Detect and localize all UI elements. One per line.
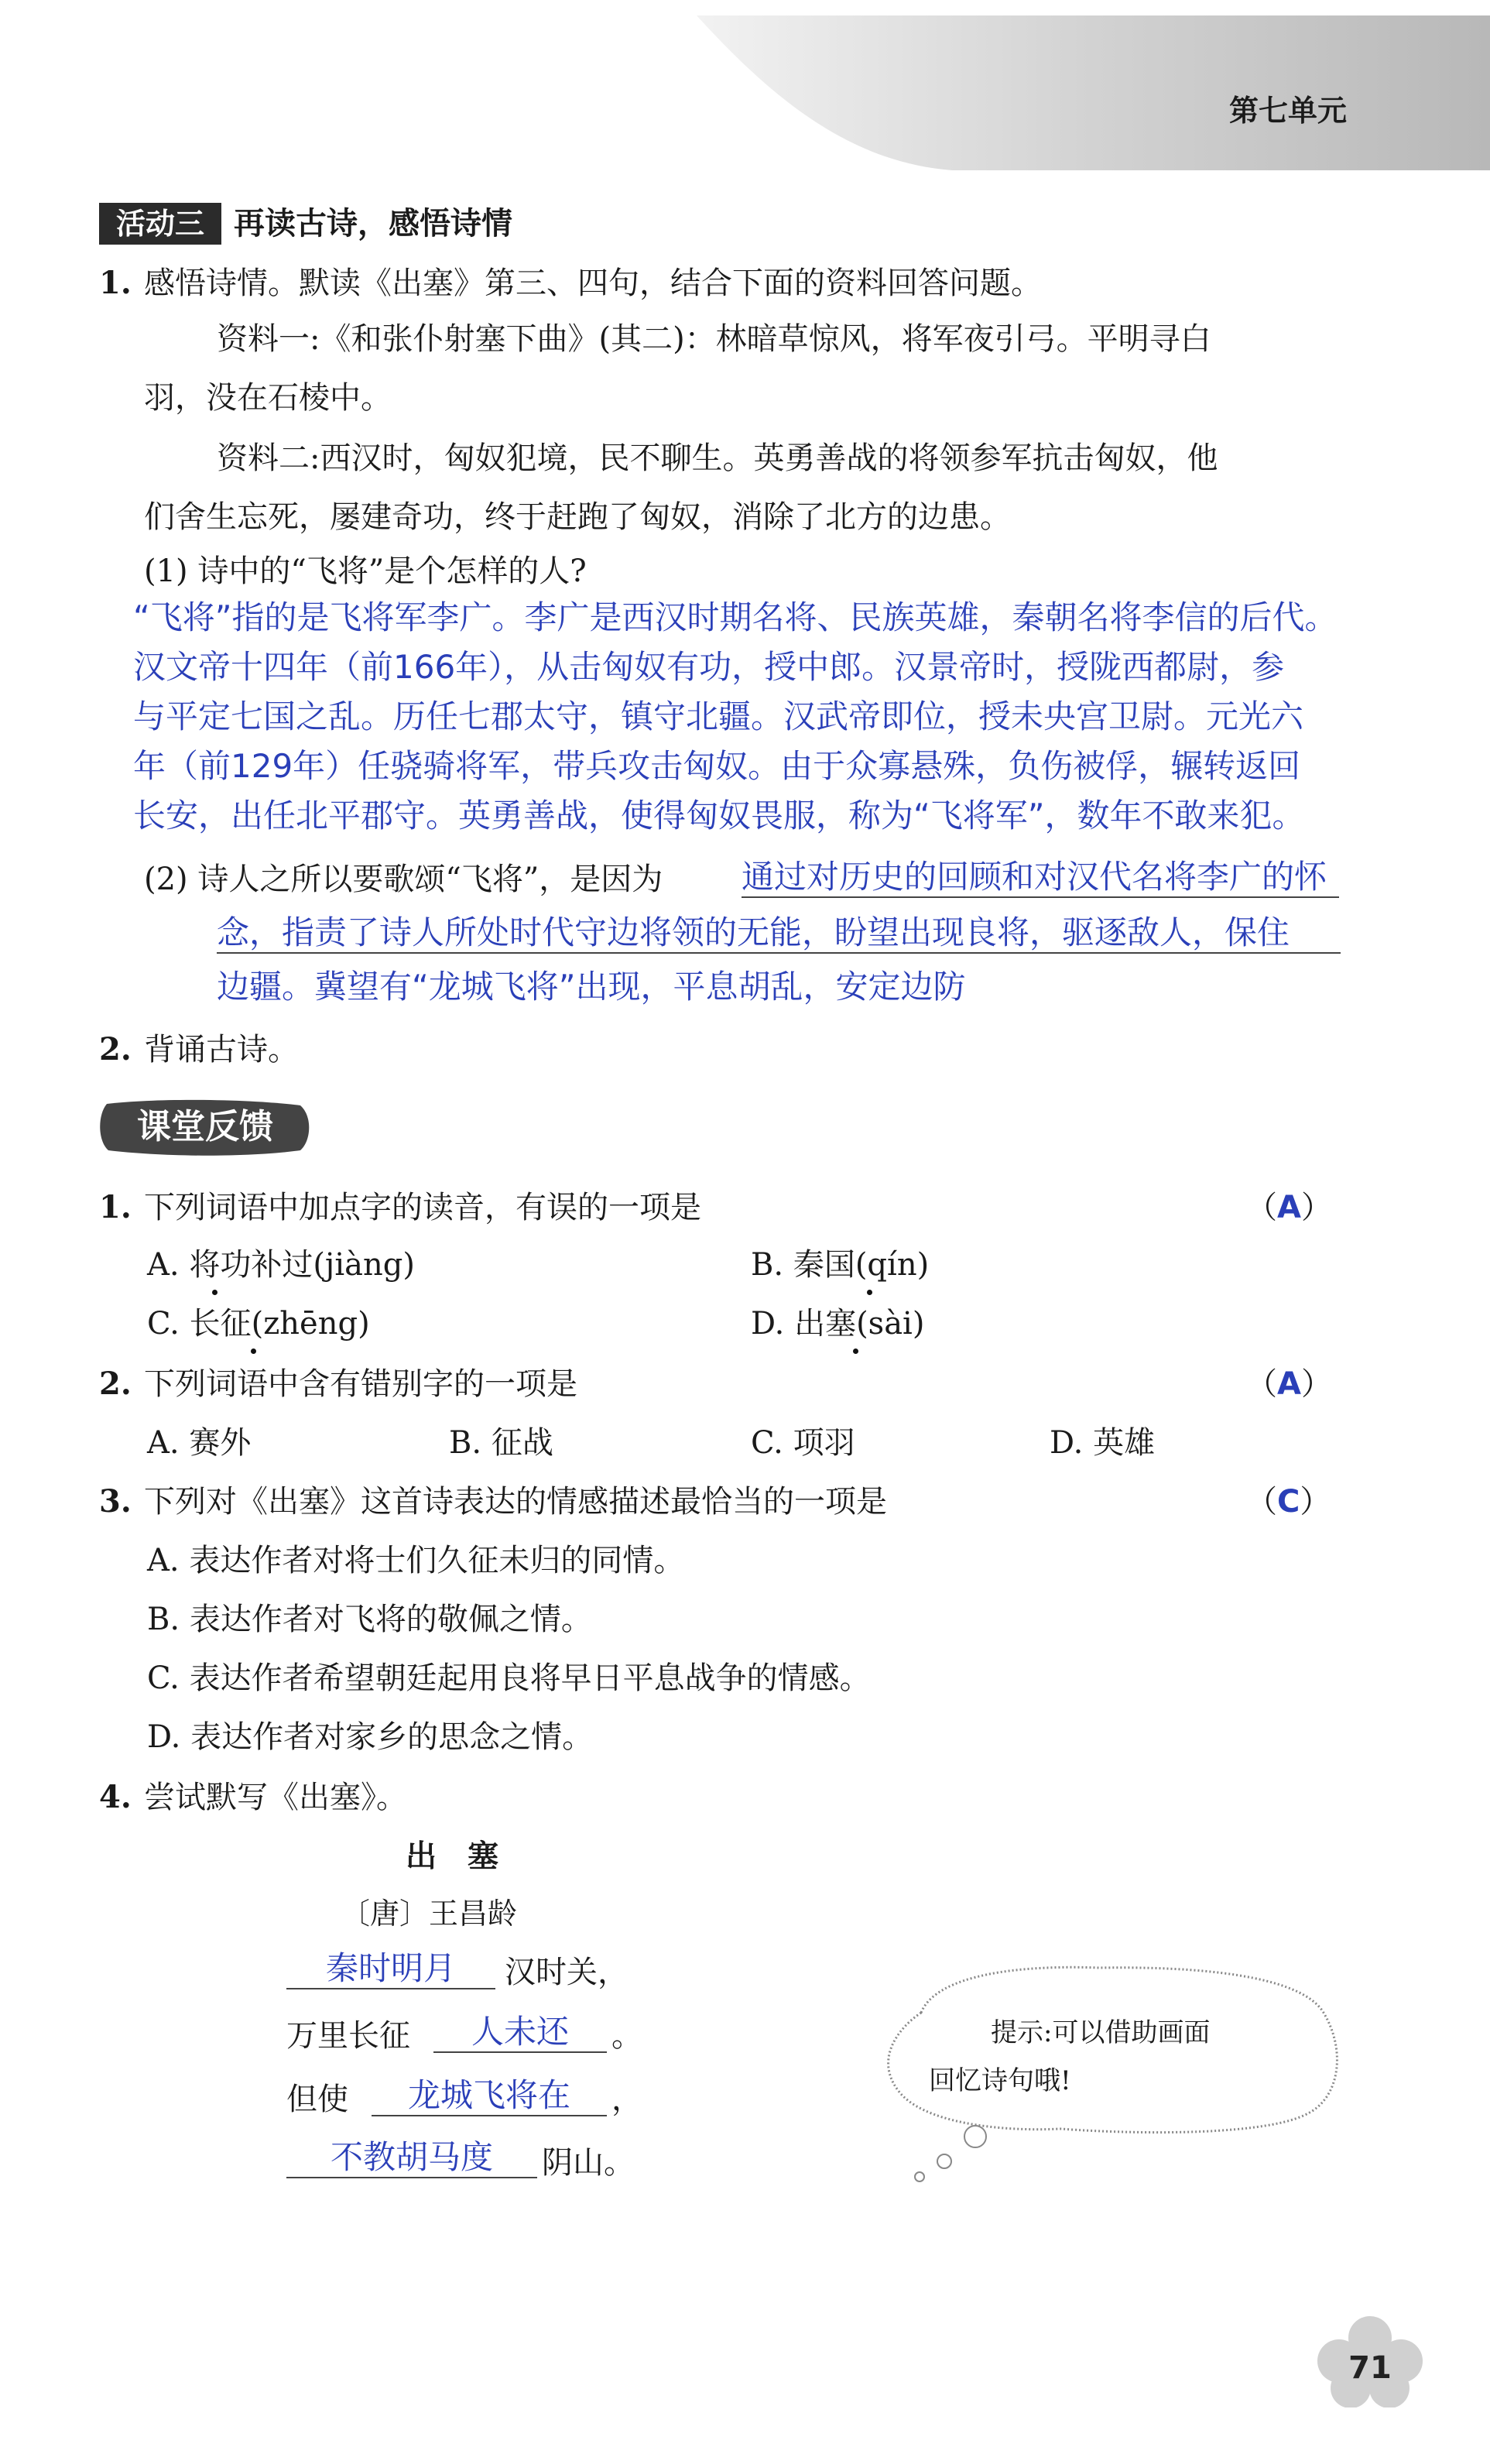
feedback-title: 课堂反馈 [137, 1107, 273, 1146]
header-band [697, 15, 1490, 170]
poem-line2-answer: 人未还 [433, 2006, 607, 2053]
mc3-option-c: C. 表达作者希望朝廷起用良将早日平息战争的情感。 [147, 1660, 871, 1696]
sub2-answer-line2: 念，指责了诗人所处时代守边将领的无能，盼望出现良将，驱逐敌人，保住 [217, 907, 1341, 954]
poem-line2-head: 万里长征 [286, 2018, 410, 2054]
tip-line1: 提示:可以借助画面 [991, 2017, 1211, 2048]
poem-title: 出 塞 [406, 1839, 498, 1874]
feedback-badge [98, 1098, 313, 1157]
mc3-number: 3. [99, 1483, 132, 1520]
mc3-option-d: D. 表达作者对家乡的思念之情。 [147, 1719, 594, 1755]
material-1-line2: 羽，没在石棱中。 [144, 380, 392, 416]
answer-line: “飞将”指的是飞将军李广。李广是西汉时期名将、民族英雄，秦朝名将李信的后代。 [133, 598, 1338, 636]
mc1-option-b: B. 秦国(qín) [751, 1247, 930, 1283]
answer-line: 与平定七国之乱。历任七郡太守，镇守北疆。汉武帝即位，授未央宫卫尉。元光六 [133, 697, 1304, 735]
mc3-option-b: B. 表达作者对飞将的敬佩之情。 [147, 1602, 592, 1637]
q1-sub1: (1) 诗中的“飞将”是个怎样的人? [144, 553, 587, 589]
mc3-text: 下列对《出塞》这首诗表达的情感描述最恰当的一项是 [144, 1484, 887, 1520]
mc2-option-d: D. 英雄 [1050, 1425, 1156, 1461]
q1-sub2: (2) 诗人之所以要歌颂“飞将”，是因为 [144, 862, 663, 897]
mc3-option-a: A. 表达作者对将士们久征未归的同情。 [147, 1543, 685, 1578]
mc2-answer-box: （A） [1246, 1366, 1332, 1402]
mc3-answer-box: （C） [1246, 1484, 1331, 1520]
sub2-answer-line3: 边疆。冀望有“龙城飞将”出现，平息胡乱，安定边防 [217, 968, 966, 1006]
activity-tag: 活动三 [99, 203, 221, 245]
mc1-text: 下列词语中加点字的读音，有误的一项是 [144, 1190, 701, 1225]
page-number-badge [1316, 2315, 1424, 2407]
q1-text: 感悟诗情。默读《出塞》第三、四句，结合下面的资料回答问题。 [144, 266, 1042, 301]
q1-sub1-answer [133, 593, 1372, 841]
unit-label: 第七单元 [1229, 94, 1348, 128]
q2-number: 2. [99, 1031, 132, 1068]
poem-line4-answer: 不教胡马度 [286, 2132, 537, 2178]
answer-line: 汉文帝十四年（前166年），从击匈奴有功，授中郎。汉景帝时，授陇西都尉，参 [133, 648, 1285, 686]
activity-title: 再读古诗，感悟诗情 [234, 206, 512, 242]
q4-text: 尝试默写《出塞》。 [144, 1780, 407, 1815]
material-1-line1: 资料一:《和张仆射塞下曲》(其二)：林暗草惊风，将军夜引弓。平明寻白 [217, 321, 1211, 357]
mc1-option-c: C. 长征(zhēng) [147, 1306, 370, 1342]
q2-text: 背诵古诗。 [144, 1032, 299, 1068]
tip-line2: 回忆诗句哦! [929, 2065, 1071, 2096]
emphasis-dot [212, 1290, 218, 1295]
mc2-option-a: A. 赛外 [147, 1425, 252, 1461]
sub2-answer-line1: 通过对历史的回顾和对汉代名将李广的怀 [742, 852, 1339, 898]
emphasis-dot [867, 1290, 872, 1295]
poem-author: 〔唐〕王昌龄 [341, 1897, 518, 1931]
mc1-answer: A [1277, 1190, 1301, 1225]
mc2-text: 下列词语中含有错别字的一项是 [144, 1366, 577, 1402]
mc1-option-a: A. 将功补过(jiàng) [147, 1247, 415, 1283]
q1-number: 1. [99, 265, 132, 301]
poem-line3-answer: 龙城飞将在 [372, 2070, 607, 2116]
material-2-line2: 们舍生忘死，屡建奇功，终于赶跑了匈奴，消除了北方的边患。 [144, 499, 1011, 535]
page-number: 71 [1348, 2350, 1392, 2386]
poem-line4-tail: 阴山。 [542, 2145, 635, 2181]
mc1-option-d: D. 出塞(sài) [751, 1306, 925, 1342]
poem-line1-answer: 秦时明月 [286, 1943, 495, 1989]
poem-line3-tail: ， [611, 2082, 642, 2117]
poem-line3-head: 但使 [286, 2082, 348, 2117]
mc2-number: 2. [99, 1366, 132, 1402]
answer-line: 长安，出任北平郡守。英勇善战，使得匈奴畏服，称为“飞将军”，数年不敢来犯。 [133, 797, 1305, 834]
mc3-answer: C [1277, 1484, 1300, 1520]
mc2-option-c: C. 项羽 [751, 1425, 855, 1461]
material-2-line1: 资料二:西汉时，匈奴犯境，民不聊生。英勇善战的将领参军抗击匈奴，他 [217, 440, 1218, 476]
poem-line1-tail: 汉时关， [505, 1955, 629, 1990]
mc2-answer: A [1277, 1366, 1301, 1402]
mc2-option-b: B. 征战 [449, 1425, 553, 1461]
mc1-answer-box: （A） [1246, 1190, 1332, 1225]
mc1-number: 1. [99, 1189, 132, 1225]
answer-line: 年（前129年）任骁骑将军，带兵攻击匈奴。由于众寡悬殊，负伤被俘，辗转返回 [133, 747, 1301, 785]
poem-line2-tail: 。 [611, 2018, 642, 2054]
emphasis-dot [853, 1349, 858, 1354]
emphasis-dot [251, 1349, 256, 1354]
q4-number: 4. [99, 1779, 132, 1815]
